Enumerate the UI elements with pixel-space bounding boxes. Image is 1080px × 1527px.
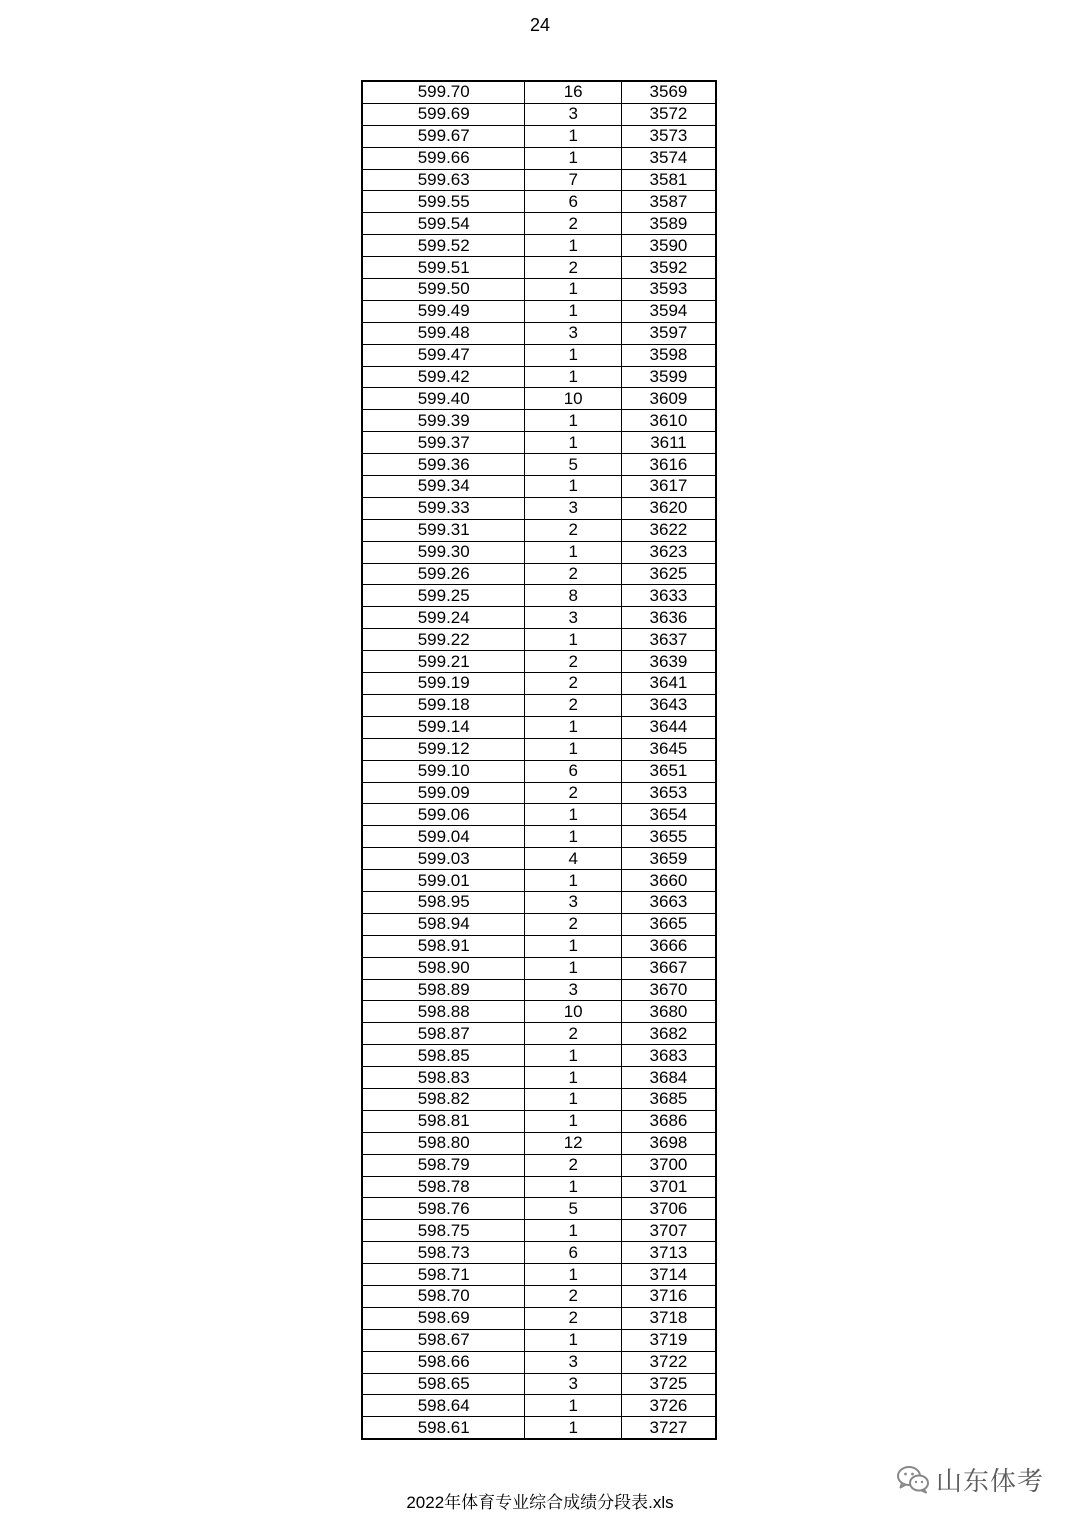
cumulative-cell: 3590 bbox=[621, 235, 716, 257]
cumulative-cell: 3726 bbox=[621, 1395, 716, 1417]
score-cell: 599.52 bbox=[362, 235, 525, 257]
count-cell: 8 bbox=[525, 585, 622, 607]
count-cell: 1 bbox=[525, 147, 622, 169]
score-cell: 599.06 bbox=[362, 804, 525, 826]
table-row bbox=[362, 519, 716, 541]
table-row bbox=[362, 1198, 716, 1220]
table-row bbox=[362, 607, 716, 629]
score-cell: 599.10 bbox=[362, 760, 525, 782]
cumulative-cell: 3574 bbox=[621, 147, 716, 169]
count-cell: 1 bbox=[525, 125, 622, 147]
table-row bbox=[362, 738, 716, 760]
cumulative-cell: 3633 bbox=[621, 585, 716, 607]
count-cell: 2 bbox=[525, 782, 622, 804]
count-cell: 1 bbox=[525, 476, 622, 498]
cumulative-cell: 3682 bbox=[621, 1023, 716, 1045]
score-cell: 599.54 bbox=[362, 213, 525, 235]
score-cell: 598.73 bbox=[362, 1242, 525, 1264]
table-row bbox=[362, 760, 716, 782]
score-cell: 599.01 bbox=[362, 870, 525, 892]
score-cell: 599.12 bbox=[362, 738, 525, 760]
table-row bbox=[362, 585, 716, 607]
table-row bbox=[362, 497, 716, 519]
cumulative-cell: 3716 bbox=[621, 1285, 716, 1307]
table-row bbox=[362, 235, 716, 257]
cumulative-cell: 3625 bbox=[621, 563, 716, 585]
count-cell: 3 bbox=[525, 1351, 622, 1373]
table-row bbox=[362, 388, 716, 410]
score-cell: 598.70 bbox=[362, 1285, 525, 1307]
cumulative-cell: 3698 bbox=[621, 1132, 716, 1154]
cumulative-cell: 3587 bbox=[621, 191, 716, 213]
score-cell: 599.21 bbox=[362, 651, 525, 673]
count-cell: 2 bbox=[525, 651, 622, 673]
document-filename: 2022年体育专业综合成绩分段表.xls bbox=[406, 1493, 674, 1512]
count-cell: 3 bbox=[525, 322, 622, 344]
score-cell: 598.88 bbox=[362, 1001, 525, 1023]
count-cell: 3 bbox=[525, 497, 622, 519]
score-cell: 599.70 bbox=[362, 81, 525, 103]
count-cell: 2 bbox=[525, 563, 622, 585]
table-row bbox=[362, 1001, 716, 1023]
table-row bbox=[362, 1329, 716, 1351]
count-cell: 2 bbox=[525, 1154, 622, 1176]
table-row bbox=[362, 826, 716, 848]
page-number: 24 bbox=[529, 15, 551, 35]
table-row bbox=[362, 541, 716, 563]
score-cell: 598.78 bbox=[362, 1176, 525, 1198]
score-cell: 599.49 bbox=[362, 300, 525, 322]
count-cell: 1 bbox=[525, 235, 622, 257]
count-cell: 1 bbox=[525, 366, 622, 388]
table-row bbox=[362, 870, 716, 892]
table-row bbox=[362, 191, 716, 213]
count-cell: 2 bbox=[525, 257, 622, 279]
score-cell: 599.09 bbox=[362, 782, 525, 804]
score-cell: 599.42 bbox=[362, 366, 525, 388]
watermark-text: 山东体考 bbox=[936, 1465, 1045, 1496]
table-row bbox=[362, 629, 716, 651]
count-cell: 3 bbox=[525, 979, 622, 1001]
table-row bbox=[362, 1088, 716, 1110]
cumulative-cell: 3573 bbox=[621, 125, 716, 147]
cumulative-cell: 3643 bbox=[621, 694, 716, 716]
table-row bbox=[362, 257, 716, 279]
score-cell: 599.04 bbox=[362, 826, 525, 848]
score-cell: 598.61 bbox=[362, 1417, 525, 1439]
score-cell: 598.76 bbox=[362, 1198, 525, 1220]
table-row bbox=[362, 103, 716, 125]
table-row bbox=[362, 804, 716, 826]
table-row bbox=[362, 344, 716, 366]
score-cell: 599.30 bbox=[362, 541, 525, 563]
score-cell: 598.71 bbox=[362, 1264, 525, 1286]
score-cell: 598.83 bbox=[362, 1067, 525, 1089]
count-cell: 1 bbox=[525, 935, 622, 957]
score-cell: 598.79 bbox=[362, 1154, 525, 1176]
cumulative-cell: 3592 bbox=[621, 257, 716, 279]
cumulative-cell: 3623 bbox=[621, 541, 716, 563]
cumulative-cell: 3616 bbox=[621, 454, 716, 476]
score-cell: 599.33 bbox=[362, 497, 525, 519]
table-row bbox=[362, 1067, 716, 1089]
count-cell: 2 bbox=[525, 519, 622, 541]
table-row bbox=[362, 1264, 716, 1286]
cumulative-cell: 3589 bbox=[621, 213, 716, 235]
table-row bbox=[362, 81, 716, 103]
count-cell: 6 bbox=[525, 1242, 622, 1264]
score-cell: 599.63 bbox=[362, 169, 525, 191]
score-cell: 599.36 bbox=[362, 454, 525, 476]
cumulative-cell: 3655 bbox=[621, 826, 716, 848]
cumulative-cell: 3610 bbox=[621, 410, 716, 432]
table-row bbox=[362, 913, 716, 935]
cumulative-cell: 3714 bbox=[621, 1264, 716, 1286]
table-row bbox=[362, 1351, 716, 1373]
table-row bbox=[362, 432, 716, 454]
score-cell: 599.67 bbox=[362, 125, 525, 147]
wechat-icon bbox=[896, 1464, 930, 1494]
cumulative-cell: 3636 bbox=[621, 607, 716, 629]
cumulative-cell: 3622 bbox=[621, 519, 716, 541]
count-cell: 16 bbox=[525, 81, 622, 103]
cumulative-cell: 3572 bbox=[621, 103, 716, 125]
count-cell: 1 bbox=[525, 541, 622, 563]
table-row bbox=[362, 1110, 716, 1132]
table-row bbox=[362, 147, 716, 169]
cumulative-cell: 3684 bbox=[621, 1067, 716, 1089]
table-row bbox=[362, 1242, 716, 1264]
table-row bbox=[362, 1417, 716, 1439]
score-cell: 598.75 bbox=[362, 1220, 525, 1242]
cumulative-cell: 3594 bbox=[621, 300, 716, 322]
cumulative-cell: 3722 bbox=[621, 1351, 716, 1373]
table-row bbox=[362, 410, 716, 432]
score-cell: 599.48 bbox=[362, 322, 525, 344]
table-row bbox=[362, 169, 716, 191]
cumulative-cell: 3641 bbox=[621, 673, 716, 695]
cumulative-cell: 3725 bbox=[621, 1373, 716, 1395]
table-row bbox=[362, 848, 716, 870]
cumulative-cell: 3685 bbox=[621, 1088, 716, 1110]
cumulative-cell: 3653 bbox=[621, 782, 716, 804]
count-cell: 1 bbox=[525, 629, 622, 651]
count-cell: 2 bbox=[525, 673, 622, 695]
score-cell: 599.69 bbox=[362, 103, 525, 125]
count-cell: 2 bbox=[525, 213, 622, 235]
cumulative-cell: 3644 bbox=[621, 716, 716, 738]
count-cell: 2 bbox=[525, 1023, 622, 1045]
score-cell: 599.25 bbox=[362, 585, 525, 607]
count-cell: 1 bbox=[525, 1110, 622, 1132]
score-cell: 599.37 bbox=[362, 432, 525, 454]
cumulative-cell: 3686 bbox=[621, 1110, 716, 1132]
count-cell: 3 bbox=[525, 103, 622, 125]
score-cell: 598.66 bbox=[362, 1351, 525, 1373]
score-cell: 598.64 bbox=[362, 1395, 525, 1417]
score-cell: 598.94 bbox=[362, 913, 525, 935]
score-cell: 599.22 bbox=[362, 629, 525, 651]
cumulative-cell: 3581 bbox=[621, 169, 716, 191]
score-cell: 599.50 bbox=[362, 279, 525, 301]
score-cell: 599.66 bbox=[362, 147, 525, 169]
score-cell: 598.67 bbox=[362, 1329, 525, 1351]
cumulative-cell: 3597 bbox=[621, 322, 716, 344]
score-cell: 599.31 bbox=[362, 519, 525, 541]
count-cell: 1 bbox=[525, 1395, 622, 1417]
score-cell: 599.40 bbox=[362, 388, 525, 410]
cumulative-cell: 3659 bbox=[621, 848, 716, 870]
table-row bbox=[362, 979, 716, 1001]
table-row bbox=[362, 366, 716, 388]
cumulative-cell: 3665 bbox=[621, 913, 716, 935]
score-cell: 599.34 bbox=[362, 476, 525, 498]
cumulative-cell: 3593 bbox=[621, 279, 716, 301]
count-cell: 1 bbox=[525, 826, 622, 848]
cumulative-cell: 3651 bbox=[621, 760, 716, 782]
score-cell: 599.47 bbox=[362, 344, 525, 366]
score-cell: 598.81 bbox=[362, 1110, 525, 1132]
table-row bbox=[362, 957, 716, 979]
score-cell: 599.51 bbox=[362, 257, 525, 279]
table-row bbox=[362, 213, 716, 235]
cumulative-cell: 3727 bbox=[621, 1417, 716, 1439]
cumulative-cell: 3719 bbox=[621, 1329, 716, 1351]
count-cell: 12 bbox=[525, 1132, 622, 1154]
cumulative-cell: 3663 bbox=[621, 891, 716, 913]
cumulative-cell: 3569 bbox=[621, 81, 716, 103]
count-cell: 1 bbox=[525, 1417, 622, 1439]
score-cell: 599.55 bbox=[362, 191, 525, 213]
count-cell: 1 bbox=[525, 1329, 622, 1351]
cumulative-cell: 3707 bbox=[621, 1220, 716, 1242]
count-cell: 1 bbox=[525, 300, 622, 322]
count-cell: 3 bbox=[525, 607, 622, 629]
count-cell: 1 bbox=[525, 410, 622, 432]
cumulative-cell: 3718 bbox=[621, 1307, 716, 1329]
table-row bbox=[362, 1395, 716, 1417]
cumulative-cell: 3598 bbox=[621, 344, 716, 366]
score-cell: 598.91 bbox=[362, 935, 525, 957]
table-row bbox=[362, 782, 716, 804]
score-cell: 599.18 bbox=[362, 694, 525, 716]
count-cell: 1 bbox=[525, 1045, 622, 1067]
cumulative-cell: 3609 bbox=[621, 388, 716, 410]
table-row bbox=[362, 716, 716, 738]
table-row bbox=[362, 563, 716, 585]
score-cell: 599.26 bbox=[362, 563, 525, 585]
count-cell: 1 bbox=[525, 804, 622, 826]
cumulative-cell: 3617 bbox=[621, 476, 716, 498]
count-cell: 6 bbox=[525, 760, 622, 782]
table-row bbox=[362, 1045, 716, 1067]
cumulative-cell: 3639 bbox=[621, 651, 716, 673]
count-cell: 1 bbox=[525, 957, 622, 979]
cumulative-cell: 3680 bbox=[621, 1001, 716, 1023]
score-cell: 599.14 bbox=[362, 716, 525, 738]
account-watermark bbox=[896, 1461, 1044, 1497]
score-cell: 598.95 bbox=[362, 891, 525, 913]
table-row bbox=[362, 1285, 716, 1307]
cumulative-cell: 3666 bbox=[621, 935, 716, 957]
cumulative-cell: 3701 bbox=[621, 1176, 716, 1198]
count-cell: 5 bbox=[525, 1198, 622, 1220]
table-row bbox=[362, 651, 716, 673]
table-row bbox=[362, 476, 716, 498]
count-cell: 2 bbox=[525, 1285, 622, 1307]
cumulative-cell: 3660 bbox=[621, 870, 716, 892]
cumulative-cell: 3599 bbox=[621, 366, 716, 388]
count-cell: 1 bbox=[525, 432, 622, 454]
score-distribution-table bbox=[361, 80, 717, 1440]
table-row bbox=[362, 1132, 716, 1154]
table-row bbox=[362, 1154, 716, 1176]
count-cell: 10 bbox=[525, 388, 622, 410]
count-cell: 1 bbox=[525, 1088, 622, 1110]
count-cell: 5 bbox=[525, 454, 622, 476]
table-row bbox=[362, 1307, 716, 1329]
cumulative-cell: 3667 bbox=[621, 957, 716, 979]
score-cell: 599.03 bbox=[362, 848, 525, 870]
score-cell: 599.24 bbox=[362, 607, 525, 629]
table-row bbox=[362, 454, 716, 476]
table-row bbox=[362, 1176, 716, 1198]
count-cell: 3 bbox=[525, 891, 622, 913]
cumulative-cell: 3620 bbox=[621, 497, 716, 519]
score-cell: 599.39 bbox=[362, 410, 525, 432]
score-cell: 598.85 bbox=[362, 1045, 525, 1067]
cumulative-cell: 3670 bbox=[621, 979, 716, 1001]
count-cell: 2 bbox=[525, 1307, 622, 1329]
count-cell: 1 bbox=[525, 870, 622, 892]
cumulative-cell: 3683 bbox=[621, 1045, 716, 1067]
table-row bbox=[362, 300, 716, 322]
count-cell: 2 bbox=[525, 694, 622, 716]
score-cell: 598.89 bbox=[362, 979, 525, 1001]
score-cell: 598.87 bbox=[362, 1023, 525, 1045]
score-cell: 598.80 bbox=[362, 1132, 525, 1154]
score-cell: 598.82 bbox=[362, 1088, 525, 1110]
table-row bbox=[362, 322, 716, 344]
cumulative-cell: 3611 bbox=[621, 432, 716, 454]
table-body bbox=[362, 81, 716, 1439]
cumulative-cell: 3706 bbox=[621, 1198, 716, 1220]
count-cell: 1 bbox=[525, 1067, 622, 1089]
count-cell: 1 bbox=[525, 716, 622, 738]
cumulative-cell: 3713 bbox=[621, 1242, 716, 1264]
table-row bbox=[362, 279, 716, 301]
cumulative-cell: 3654 bbox=[621, 804, 716, 826]
count-cell: 2 bbox=[525, 913, 622, 935]
table-row bbox=[362, 1220, 716, 1242]
table-row bbox=[362, 1023, 716, 1045]
count-cell: 7 bbox=[525, 169, 622, 191]
count-cell: 1 bbox=[525, 344, 622, 366]
score-cell: 598.90 bbox=[362, 957, 525, 979]
score-cell: 599.19 bbox=[362, 673, 525, 695]
count-cell: 4 bbox=[525, 848, 622, 870]
count-cell: 1 bbox=[525, 1220, 622, 1242]
count-cell: 1 bbox=[525, 1264, 622, 1286]
score-cell: 598.65 bbox=[362, 1373, 525, 1395]
table-row bbox=[362, 694, 716, 716]
count-cell: 3 bbox=[525, 1373, 622, 1395]
count-cell: 6 bbox=[525, 191, 622, 213]
table-row bbox=[362, 1373, 716, 1395]
count-cell: 1 bbox=[525, 738, 622, 760]
count-cell: 1 bbox=[525, 279, 622, 301]
table-row bbox=[362, 935, 716, 957]
count-cell: 10 bbox=[525, 1001, 622, 1023]
table-row bbox=[362, 891, 716, 913]
cumulative-cell: 3637 bbox=[621, 629, 716, 651]
score-cell: 598.69 bbox=[362, 1307, 525, 1329]
cumulative-cell: 3700 bbox=[621, 1154, 716, 1176]
cumulative-cell: 3645 bbox=[621, 738, 716, 760]
table-row bbox=[362, 125, 716, 147]
table-row bbox=[362, 673, 716, 695]
count-cell: 1 bbox=[525, 1176, 622, 1198]
